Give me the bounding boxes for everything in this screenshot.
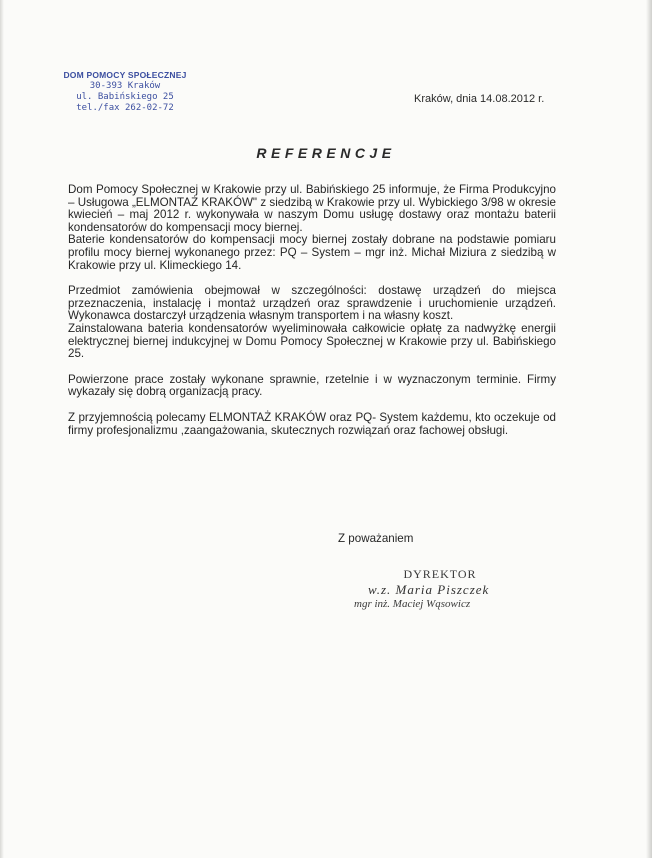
signature-block — [350, 567, 530, 610]
paragraph-batteries: Baterie kondensatorów do kompensacji mocy biernej zostały dobrane na podstawie pomiaru profilu mocy biernej wykonanego przez: PQ – System – mgr inż. Michał Miziura z siedzibą w Krakowie przy ul. Klimeckiego 14. — [68, 233, 556, 272]
stamp-phone: tel./fax 262-02-72 — [76, 103, 174, 113]
paragraph-intro: Dom Pomocy Społecznej w Krakowie przy ul. Babińskiego 25 informuje, że Firma Produkcyjno – Usługowa „ELMONTAŻ KRAKÓW" z siedzibą w Krakowie przy ul. Wybickiego 3/98 w okresie kwiecień – maj 2012 r. wykonywała w naszym Domu usługę dostawy oraz montażu baterii kondensatorów do kompensacji mocy biernej. — [68, 183, 556, 234]
paragraph-recommendation: Z przyjemnością polecamy ELMONTAŻ KRAKÓW oraz PQ- System każdemu, kto oczekuje od firmy profesjonalizmu ,zaangażowania, skutecznych rozwiązań oraz fachowej obsługi. — [68, 410, 556, 437]
document-date: Kraków, dnia 14.08.2012 r. — [414, 93, 545, 105]
signatory-name: mgr inż. Maciej Wąsowicz — [354, 598, 471, 610]
document-title: REFERENCJE — [256, 145, 396, 161]
institution-stamp — [40, 70, 210, 114]
scan-left-edge — [0, 0, 4, 858]
stamp-street: ul. Babińskiego 25 — [76, 92, 174, 102]
stamp-name: DOM POMOCY SPOŁECZNEJ — [63, 70, 187, 80]
signature-position: DYREKTOR — [403, 567, 477, 581]
letter-body — [68, 184, 556, 437]
paragraph-scope: Przedmiot zamówienia obejmował w szczególności: dostawę urządzeń do miejsca przeznaczenia, instalację i montaż urządzeń oraz sprawdzenie i uruchomienie urządzeń. Wykonawca dostarczył urządzenia własnym transportem i na własny koszt. — [68, 284, 556, 323]
scan-right-edge — [646, 0, 652, 858]
closing-salutation: Z poważaniem — [338, 532, 414, 545]
paragraph-quality: Powierzone prace zostały wykonane sprawnie, rzetelnie i w wyznaczonym terminie. Firmy wykazały się dobrą organizacją pracy. — [68, 372, 556, 399]
stamp-postcode: 30-393 Kraków — [89, 81, 161, 91]
handwritten-signature: w.z. Maria Piszczek — [368, 582, 490, 597]
paragraph-result: Zainstalowana bateria kondensatorów wyeliminowała całkowicie opłatę za nadwyżkę energii elektrycznej biernej indukcyjnej w Domu Pomocy Społecznej w Krakowie przy ul. Babińskiego 25. — [68, 321, 556, 361]
